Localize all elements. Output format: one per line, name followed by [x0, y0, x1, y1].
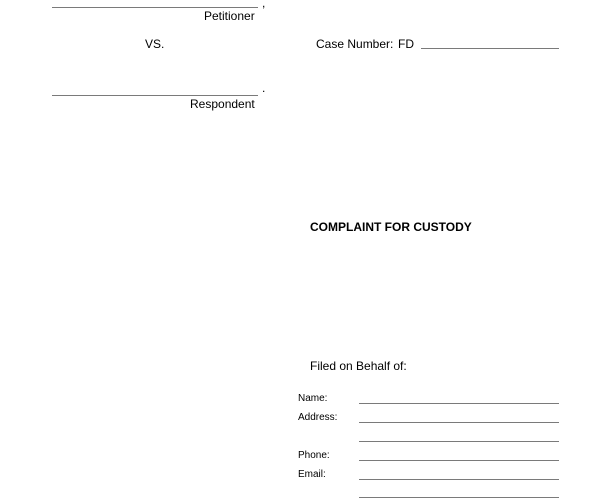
- respondent-name-line[interactable]: [52, 95, 258, 96]
- filed-on-behalf-heading: Filed on Behalf of:: [310, 359, 407, 373]
- case-number-label: Case Number:: [316, 37, 394, 51]
- respondent-label: Respondent: [190, 97, 255, 111]
- case-number-line[interactable]: [421, 48, 559, 49]
- phone-line[interactable]: [359, 460, 559, 461]
- respondent-period: .: [262, 81, 266, 95]
- email-line[interactable]: [359, 479, 559, 480]
- email-label: Email:: [298, 469, 326, 480]
- name-line[interactable]: [359, 403, 559, 404]
- address-line-1[interactable]: [359, 422, 559, 423]
- case-number-prefix: FD: [398, 37, 414, 51]
- extra-line[interactable]: [359, 497, 559, 498]
- versus-label: VS.: [145, 37, 165, 51]
- phone-label: Phone:: [298, 450, 330, 461]
- address-label: Address:: [298, 412, 338, 423]
- name-label: Name:: [298, 393, 328, 404]
- petitioner-label: Petitioner: [204, 9, 255, 23]
- address-line-2[interactable]: [359, 441, 559, 442]
- petitioner-name-line[interactable]: [52, 7, 258, 8]
- petitioner-comma: ,: [262, 0, 266, 10]
- document-title: COMPLAINT FOR CUSTODY: [310, 220, 472, 234]
